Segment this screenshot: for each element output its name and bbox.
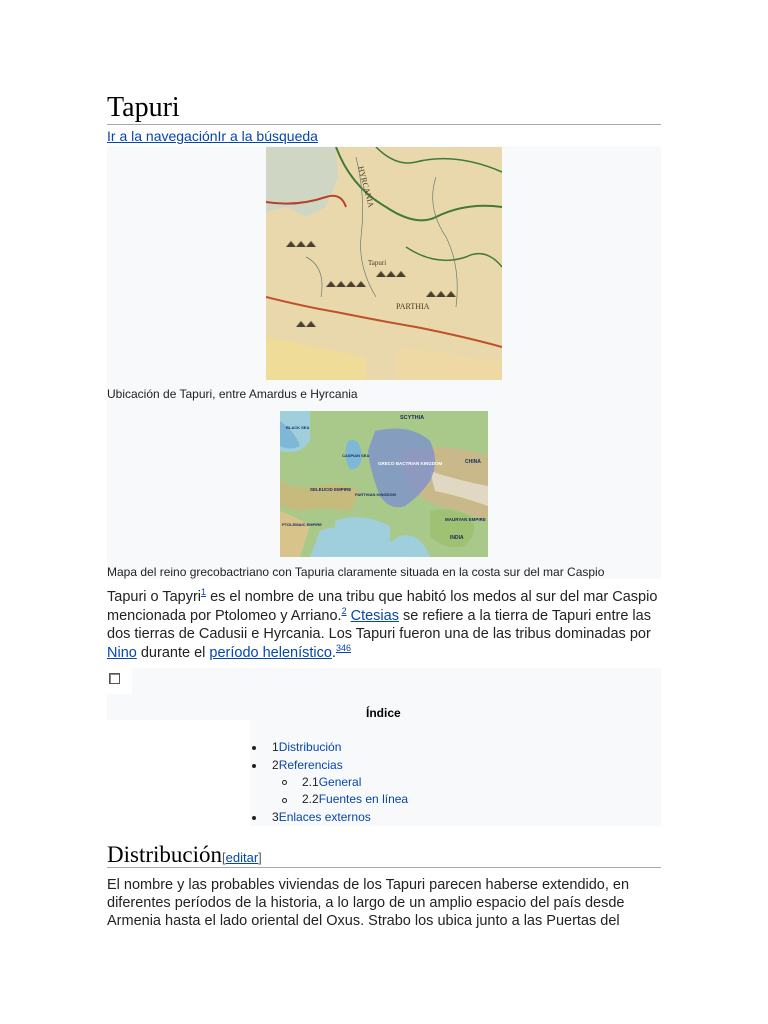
page-title: Tapuri bbox=[107, 92, 180, 123]
map2-label-ptolemaic: PTOLEMAIC EMPIRE bbox=[282, 522, 322, 527]
intro-paragraph: Tapuri o Tapyri$^1$ es el nombre de una tribu que habitó los medos al sur del mar Caspio mencionada por Ptolomeo y Arriano.$^2$ Ctesias se refiere a la tierra de Tapuri entre las dos tierras de Cadusii e Hyrcania. Los Tapuri fueron una de las tribus dominadas por Nino durante el período helenístico.$^{346}$ bbox=[107, 587, 658, 661]
edit-section-link[interactable]: editar bbox=[225, 850, 259, 865]
section-divider bbox=[107, 867, 661, 868]
greco-bactrian-map-image[interactable] bbox=[280, 411, 488, 557]
map2-label-india: INDIA bbox=[450, 535, 464, 541]
map2-label-parthian: PARTHIAN KINGDOM bbox=[355, 492, 396, 497]
reference-2-link[interactable]: 2 bbox=[341, 605, 347, 616]
map2-label-caspian: CASPIAN SEA bbox=[342, 453, 370, 458]
figure-caption-2: Mapa del reino grecobactriano con Tapuria claramente situada en la costa sur del mar Caspio bbox=[107, 565, 605, 579]
distribucion-paragraph: El nombre y las probables viviendas de los Tapuri parecen haberse extendido, en diferentes períodos de la historia, a lo largo de un amplio espacio del país desde Armenia hasta el lado oriental del Oxus. Strabo los ubica junto a las Puertas del bbox=[107, 877, 630, 929]
skip-to-navigation-link[interactable]: Ir a la navegación bbox=[107, 128, 218, 144]
title-divider bbox=[107, 124, 661, 125]
map1-label-hyrcania: HYRCANIA bbox=[356, 165, 376, 209]
bullet-icon bbox=[252, 764, 256, 768]
map2-label-scythia: SCYTHIA bbox=[400, 415, 425, 421]
periodo-helenistico-link[interactable]: período helenístico bbox=[209, 644, 332, 661]
circle-bullet-icon bbox=[282, 780, 287, 785]
map2-label-seleucid: SELEUCID EMPIRE bbox=[310, 487, 352, 492]
toc-item-fuentes-en-linea[interactable]: 2.2Fuentes en línea bbox=[302, 792, 409, 806]
skip-links bbox=[107, 128, 318, 145]
toc-title: Índice bbox=[366, 706, 401, 720]
bullet-icon bbox=[252, 816, 256, 820]
edit-section: [editar] bbox=[222, 850, 262, 865]
toc-item-general[interactable]: 2.1General bbox=[302, 775, 362, 789]
nino-link[interactable]: Nino bbox=[107, 644, 137, 661]
toc-item-distribucion[interactable]: 1Distribución bbox=[272, 740, 342, 754]
map2-label-china: CHINA bbox=[465, 459, 481, 465]
reference-346-link[interactable]: 346 bbox=[335, 642, 351, 653]
skip-to-search-link[interactable]: Ir a la búsqueda bbox=[217, 128, 318, 144]
ctesias-link[interactable]: Ctesias bbox=[350, 607, 399, 624]
figure-caption-1: Ubicación de Tapuri, entre Amardus e Hyrcania bbox=[107, 387, 358, 401]
reference-1-link[interactable]: 1 bbox=[201, 587, 207, 598]
antique-map-image[interactable] bbox=[266, 147, 502, 380]
bullet-icon bbox=[252, 746, 256, 750]
toc-item-enlaces-externos[interactable]: 3Enlaces externos bbox=[272, 810, 371, 824]
map1-label-tapuri: Tapuri bbox=[368, 259, 387, 267]
toc-toggle-checkbox[interactable] bbox=[109, 673, 120, 684]
map2-label-greco-bactrian: GRECO BACTRIAN KINGDOM bbox=[378, 461, 443, 466]
section-heading-distribucion: Distribución[editar] bbox=[107, 842, 262, 867]
map2-label-mauryan: MAURYAN EMPIRE bbox=[445, 517, 486, 522]
map1-label-parthia: PARTHIA bbox=[396, 302, 430, 311]
map2-label-black-sea: BLACK SEA bbox=[286, 425, 310, 430]
toc-item-referencias[interactable]: 2Referencias bbox=[272, 758, 343, 772]
circle-bullet-icon bbox=[282, 798, 287, 803]
